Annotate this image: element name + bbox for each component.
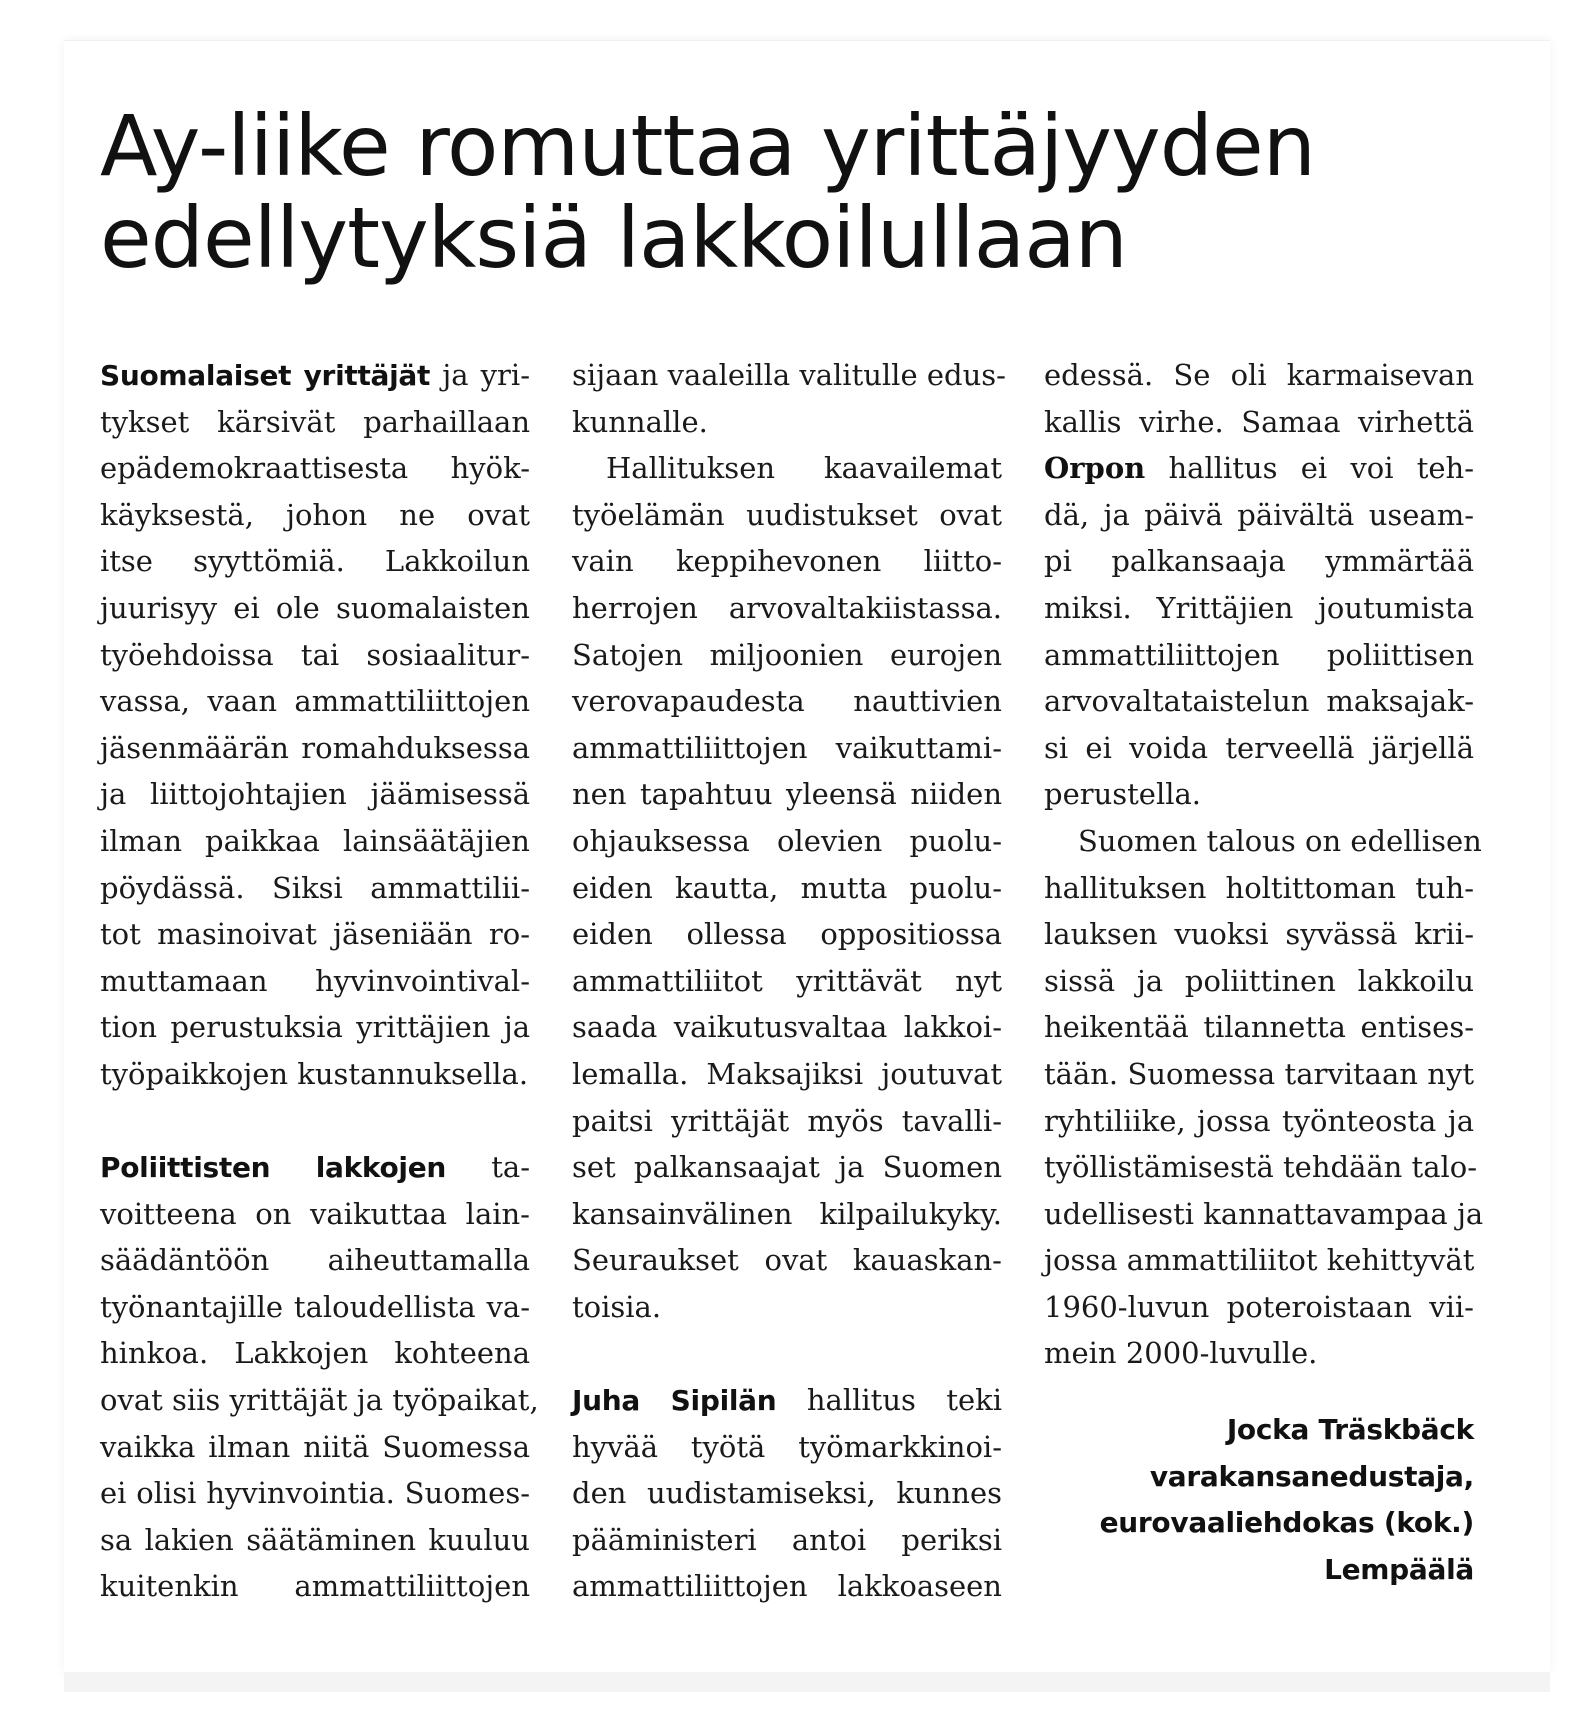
body-line: Seuraukset ovat kauaskan-	[572, 1243, 1002, 1278]
body-line: hallituksen holtittoman tuh-	[1044, 870, 1474, 905]
body-line: kunnalle.	[572, 404, 708, 439]
body-line: työnantajille taloudellista va-	[100, 1289, 530, 1324]
body-line: tykset kärsivät parhaillaan	[100, 404, 530, 439]
body-line: ammattiliittojen poliittisen	[1044, 637, 1474, 672]
text-column-1	[100, 352, 539, 1610]
body-line: käyksestä, johon ne ovat	[100, 497, 530, 532]
bold-name: Orpon	[1044, 451, 1146, 486]
body-line: pi palkansaaja ymmärtää	[1044, 544, 1474, 579]
body-line: ei olisi hyvinvointia. Suomes-	[100, 1476, 530, 1511]
body-line: herrojen arvovaltakiistassa.	[572, 590, 1002, 625]
body-line: epädemokraattisesta hyök-	[100, 451, 530, 486]
body-line: tot masinoivat jäseniään ro-	[100, 917, 530, 952]
body-line: säädäntöön aiheuttamalla	[100, 1243, 530, 1278]
body-line: sijaan vaaleilla valitulle edus-	[572, 358, 1006, 392]
body-line: vaikka ilman niitä Suomessa	[100, 1429, 530, 1464]
author-town: Lempäälä	[1324, 1552, 1474, 1586]
body-line: edessä. Se oli karmaisevan	[1044, 358, 1474, 392]
author-candidacy: eurovaaliehdokas (kok.)	[1099, 1506, 1474, 1540]
body-line	[1044, 445, 1474, 492]
lead-in-bold: Juha Sipilän	[572, 1384, 777, 1418]
text-column-2	[572, 352, 1006, 1610]
body-line: lemalla. Maksajiksi joutuvat	[572, 1056, 1002, 1091]
body-line: pöydässä. Siksi ammattilii-	[100, 870, 530, 905]
body-line: udellisesti kannattavampaa ja	[1044, 1196, 1484, 1231]
paragraph-first-line	[572, 1377, 1002, 1424]
body-line: sa lakien säätäminen kuuluu	[100, 1522, 530, 1557]
body-line: ovat siis yrittäjät ja työpaikat,	[100, 1383, 539, 1418]
body-line: Satojen miljoonien eurojen	[572, 637, 1002, 672]
paragraph-first-line	[100, 1144, 530, 1191]
body-line: ammattiliittojen lakkoaseen	[572, 1569, 1002, 1604]
article-headline	[100, 97, 1480, 287]
body-line: työehdoissa tai sosiaalitur-	[100, 637, 530, 672]
body-line: kuitenkin ammattiliittojen	[100, 1569, 530, 1604]
body-line: ammattiliitot yrittävät nyt	[572, 963, 1002, 998]
body-line: itse syyttömiä. Lakkoilun	[100, 544, 530, 579]
headline-line: Ay-liike romuttaa yrittäjyyden	[100, 97, 1315, 195]
body-text: hallitus teki	[806, 1383, 1003, 1418]
body-line: verovapaudesta nauttivien	[572, 684, 1002, 719]
body-line: tion perustuksia yrittäjien ja	[100, 1010, 530, 1045]
body-line: pääministeri antoi periksi	[572, 1522, 1002, 1557]
body-line: set palkansaajat ja Suomen	[572, 1150, 1002, 1185]
body-line: saada vaikutusvaltaa lakkoi-	[572, 1010, 1002, 1045]
body-line: ja liittojohtajien jäämisessä	[100, 777, 530, 812]
body-line: dä, ja päivä päivältä useam-	[1044, 497, 1474, 532]
author-role: varakansanedustaja,	[1149, 1459, 1474, 1493]
body-line: työllistämisestä tehdään talo-	[1044, 1150, 1478, 1185]
page-bottom-margin	[64, 1672, 1550, 1692]
body-line: eiden ollessa oppositiossa	[572, 917, 1002, 952]
text-column-3	[1044, 352, 1484, 1593]
body-line: eiden kautta, mutta puolu-	[572, 870, 1002, 905]
body-line: vain keppihevonen liitto-	[572, 544, 1002, 579]
body-line: miksi. Yrittäjien joutumista	[1044, 590, 1474, 625]
body-line: perustella.	[1044, 777, 1202, 812]
body-line: toisia.	[572, 1289, 662, 1324]
paragraph-first-line	[100, 352, 530, 399]
author-name: Jocka Träskbäck	[1226, 1413, 1474, 1447]
body-line: hinkoa. Lakkojen kohteena	[100, 1336, 530, 1371]
author-signature	[1044, 1407, 1474, 1593]
body-line: vassa, vaan ammattiliittojen	[100, 684, 530, 719]
body-line: arvovaltataistelun maksajak-	[1044, 684, 1474, 719]
body-line: sissä ja poliittinen lakkoilu	[1044, 963, 1474, 998]
body-line: kallis virhe. Samaa virhettä	[1044, 404, 1474, 439]
body-line: heikentää tilannetta entises-	[1044, 1010, 1474, 1045]
body-line: Suomen talous on edellisen	[1078, 823, 1482, 858]
body-line: mein 2000-luvulle.	[1044, 1336, 1318, 1371]
body-line: ammattiliittojen vaikuttami-	[572, 730, 1002, 765]
lead-in-bold: Suomalaiset yrittäjät	[100, 359, 431, 392]
body-line: kansainvälinen kilpailukyky.	[572, 1196, 1002, 1231]
body-line: jossa ammattiliitot kehittyvät	[1044, 1243, 1475, 1278]
body-line: hyvää työtä työmarkkinoi-	[572, 1429, 1002, 1464]
body-line: tään. Suomessa tarvitaan nyt	[1044, 1056, 1474, 1091]
body-line: ryhtiliike, jossa työnteosta ja	[1044, 1103, 1474, 1138]
body-line: den uudistamiseksi, kunnes	[572, 1476, 1002, 1511]
body-text: hallitus ei voi teh-	[1168, 451, 1475, 486]
body-line: paitsi yrittäjät myös tavalli-	[572, 1103, 1002, 1138]
body-line: si ei voida terveellä järjellä	[1044, 730, 1474, 765]
body-line: ilman paikkaa lainsäätäjien	[100, 823, 530, 858]
body-text: ta-	[491, 1150, 530, 1185]
body-line: juurisyy ei ole suomalaisten	[100, 590, 530, 625]
body-line: työpaikkojen kustannuksella.	[100, 1056, 529, 1091]
body-line: jäsenmäärän romahduksessa	[100, 730, 530, 765]
headline-line: edellytyksiä lakkoilullaan	[100, 189, 1127, 287]
body-line: voitteena on vaikuttaa lain-	[100, 1196, 530, 1231]
body-line: lauksen vuoksi syvässä krii-	[1044, 917, 1474, 952]
body-text: ja yri-	[442, 358, 530, 392]
body-line: ohjauksessa olevien puolu-	[572, 823, 1002, 858]
body-line: nen tapahtuu yleensä niiden	[572, 777, 1002, 812]
body-line: Hallituksen kaavailemat	[606, 451, 1002, 486]
body-line: 1960-luvun poteroistaan vii-	[1044, 1289, 1474, 1324]
body-line: muttamaan hyvinvointival-	[100, 963, 530, 998]
body-line: työelämän uudistukset ovat	[572, 497, 1002, 532]
lead-in-bold: Poliittisten lakkojen	[100, 1151, 447, 1185]
